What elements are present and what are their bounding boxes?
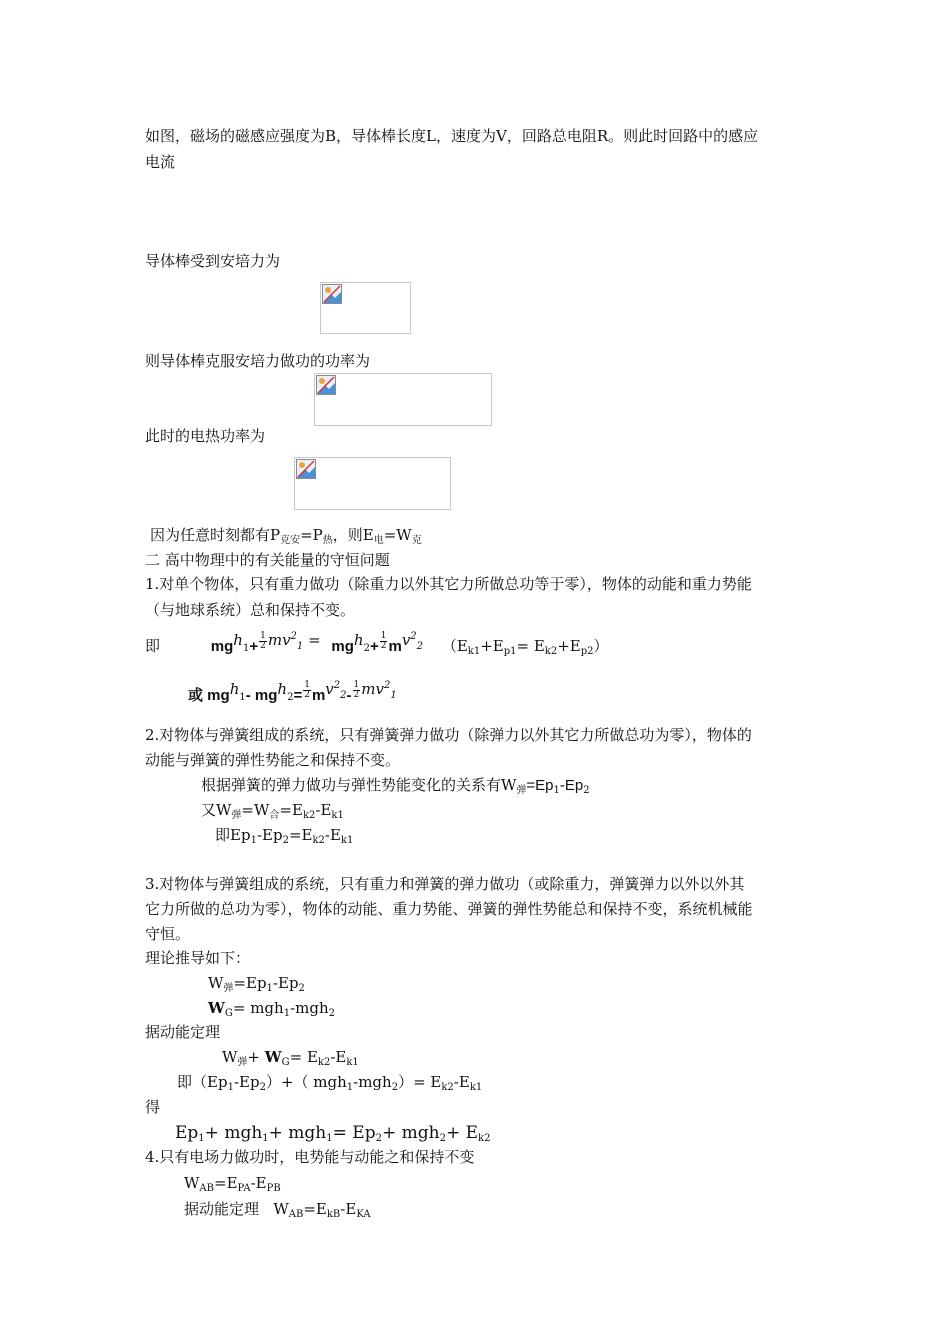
section1-equation-2: 或 mgh1- mgh2= $\frac{1}{2}$ $mv^2_2-$ $\frac{1}{2}$ $mv^2_1$ bbox=[188, 679, 397, 704]
broken-image-icon bbox=[314, 373, 492, 426]
section2-line4: 又$W_弹=W_合=E_{k2}-E_{k1}$ bbox=[201, 801, 344, 821]
broken-image-icon bbox=[320, 282, 411, 334]
section3-eq-wg: $W_G= mgh_1-mgh_2$ bbox=[208, 999, 335, 1019]
section-heading: 二 高中物理中的有关能量的守恒问题 bbox=[145, 551, 390, 569]
section2-line3: 根据弹簧的弹力做功与弹性势能变化的关系有$W_弹=Ep_1-Ep_2$ bbox=[201, 776, 590, 796]
section4-kinetic-theorem: 据动能定理 $W_{AB}=E_{kB}-E_{KA}$ bbox=[184, 1200, 371, 1220]
section1-equation-1: 即 mgh1+ $\frac{1}{2}$ $mv^2_1 = mgh2+$ $\frac{1}{2}$ $mv^2_2$ $(E_{k1}+E_{p1}= E_{k2}+E_{p2})$ bbox=[145, 630, 609, 657]
section3-line3: 守恒。 bbox=[145, 925, 191, 943]
paragraph-heat-power: 此时的电热功率为 bbox=[145, 427, 266, 445]
section3-kinetic-theorem: 据动能定理 bbox=[145, 1023, 221, 1041]
paragraph-work-power: 则导体棒克服安培力做功的功率为 bbox=[145, 352, 371, 370]
section3-eq-result: Ep1+ mgh1+ mgh1= Ep2+ mgh2+ Ek2 bbox=[175, 1123, 491, 1144]
section1-line1: 1.对单个物体，只有重力做功（除重力以外其它力所做总功等于零），物体的动能和重力势能 bbox=[145, 575, 752, 593]
paragraph-intro-cont: 电流 bbox=[145, 153, 176, 171]
section3-line1: 3.对物体与弹簧组成的系统，只有重力和弹簧的弹力做功（或除重力，弹簧弹力以外以外其 bbox=[145, 875, 745, 893]
paragraph-intro: 如图，磁场的磁感应强度为B，导体棒长度L，速度为V，回路总电阻R。则此时回路中的感应 bbox=[145, 127, 759, 145]
section2-line2: 动能与弹簧的弹性势能之和保持不变。 bbox=[145, 751, 401, 769]
section3-line2: 它力所做的总功为零），物体的动能、重力势能、弹簧的弹性势能总和保持不变，系统机械能 bbox=[145, 900, 753, 918]
section3-eq-sum: $W_弹+ W_G= E_{k2}-E_{k1}$ bbox=[222, 1048, 359, 1068]
section3-eq-combined: 即$(Ep_1-Ep_2)+$（ $mgh_1-mgh_2)= E_{k2}-E_{k1}$ bbox=[177, 1073, 483, 1093]
section2-line5: 即$Ep_1-Ep_2=E_{k2}-E_{k1}$ bbox=[215, 826, 354, 846]
section1-line2: （与地球系统）总和保持不变。 bbox=[145, 601, 356, 619]
section4-eq-wab: $W_{AB}=E_{PA}-E_{PB}$ bbox=[184, 1174, 281, 1194]
section3-line4: 理论推导如下： bbox=[145, 949, 251, 967]
section3-therefore: 得 bbox=[145, 1098, 161, 1116]
broken-image-icon bbox=[294, 457, 451, 510]
section2-line1: 2.对物体与弹簧组成的系统，只有弹簧弹力做功（除弹力以外其它力所做总功为零），物体的 bbox=[145, 726, 752, 744]
section4-line1: 4.只有电场力做功时，电势能与动能之和保持不变 bbox=[145, 1148, 475, 1166]
paragraph-ampere-force: 导体棒受到安培力为 bbox=[145, 252, 281, 270]
section3-eq-wspring: $W_弹=Ep_1-Ep_2$ bbox=[208, 974, 305, 994]
paragraph-because: 因为任意时刻都有$P_{克安}=P_热$，则$E_电=W_克$ bbox=[150, 526, 422, 546]
